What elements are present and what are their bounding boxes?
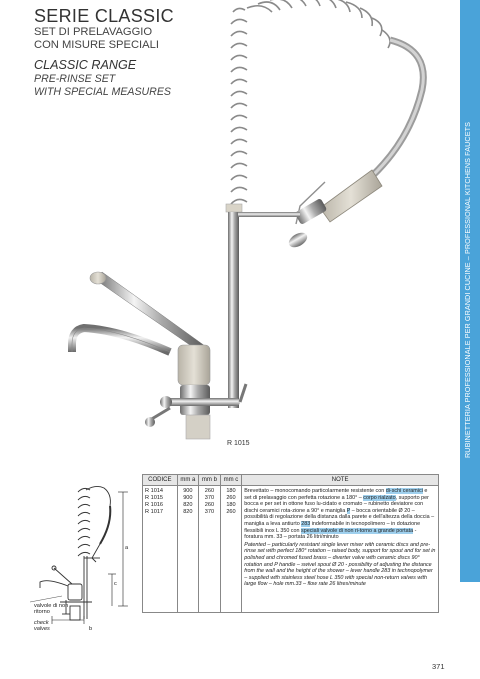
col-header-mm-c: mm c bbox=[220, 475, 242, 486]
col-header-code: CODICE bbox=[143, 475, 178, 486]
code-value: R 1015 bbox=[145, 495, 164, 501]
mm-c-value: 180 bbox=[226, 502, 236, 508]
code-value: R 1016 bbox=[145, 502, 164, 508]
mm-b-cell bbox=[199, 486, 221, 613]
sidebar-label: RUBINETTERIA PROFESSIONALE PER GRANDI CUCINE – PROFESSIONAL KITCHENS FAUCETS bbox=[463, 121, 472, 459]
note-highlight: P bbox=[346, 507, 351, 514]
mm-a-value: 900 bbox=[183, 488, 193, 494]
mm-c-value: 260 bbox=[226, 509, 236, 515]
spec-table bbox=[142, 474, 439, 613]
mm-a-cell bbox=[177, 486, 199, 613]
note-it-text: – bocca orientabile Ø 20 – possibilità di regolazione della distanza dalla parete e dell'altezza della doccia – maniglia a leva antiurto bbox=[244, 507, 435, 527]
mm-a-value: 820 bbox=[183, 502, 193, 508]
subtitle-it-line-2: CON MISURE SPECIALI bbox=[34, 39, 159, 51]
code-value: R 1017 bbox=[145, 509, 164, 515]
subtitle-it-line-1: SET DI PRELAVAGGIO bbox=[34, 26, 153, 38]
note-it-text: - foratura mm. 33 – portata 26 litri/minuto bbox=[244, 527, 417, 541]
note-it-text: Brevettato – monocomando particolarmente resistente con bbox=[244, 488, 386, 494]
col-header-note: NOTE bbox=[242, 475, 439, 486]
note-it-text: indeformabile in tecnopolimero – in dotazione flessibili inox L 350 con bbox=[244, 520, 421, 534]
dimension-c-label: c bbox=[114, 581, 117, 587]
table-header-row bbox=[143, 475, 439, 486]
mm-b-value: 370 bbox=[204, 509, 215, 515]
subtitle-en-line-2: WITH SPECIAL MEASURES bbox=[34, 86, 171, 98]
mm-b-value: 260 bbox=[204, 502, 215, 508]
note-it-text: , supporto per bocca e per set in ottone fuso lu-cidato e cromato – rubinetto deviatore con dischi ceramici rota-zione a 90° e maniglia bbox=[244, 494, 429, 514]
dimension-b-label: b bbox=[89, 626, 93, 632]
note-highlight: corpo rialzato bbox=[363, 494, 396, 501]
subtitle-en-line-1: PRE-RINSE SET bbox=[34, 73, 116, 85]
mm-a-value: 900 bbox=[183, 495, 193, 501]
mm-c-value: 260 bbox=[226, 495, 236, 501]
note-highlight: di-schi ceramici bbox=[385, 488, 423, 494]
check-valves-label-it: valvole di non ritorno bbox=[34, 603, 69, 616]
note-highlight: 283 bbox=[301, 520, 311, 527]
title-en: CLASSIC RANGE bbox=[34, 58, 137, 72]
mm-b-value: 260 bbox=[204, 488, 215, 494]
col-header-mm-a: mm a bbox=[177, 475, 199, 486]
mm-a-value: 820 bbox=[183, 509, 193, 515]
mm-b-value: 370 bbox=[204, 495, 215, 501]
code-value: R 1014 bbox=[145, 488, 164, 494]
mm-c-cell bbox=[220, 486, 242, 613]
mm-c-value: 180 bbox=[226, 488, 236, 494]
page-title: SERIE CLASSIC bbox=[34, 6, 174, 26]
notes-cell bbox=[242, 486, 439, 613]
table-row bbox=[143, 486, 439, 613]
spring-coil bbox=[231, 0, 390, 204]
check-valves-label-en: check valves bbox=[34, 620, 50, 633]
note-en-text: Patented – particularly resistant single lever mixer with ceramic discs and pre-rinse set with perfect 180° rotation – raised body, support for spout and for set in polished and chromed fused brass – diverter valve with ceramic discs 90° rotation and P handle – swivel spout Ø 20 - possibility of adjusting the distance from the wall and the height of the shower – lever handle 283 in technopolymer – supplied with stainless steel hose L 350 with special non-return valves with large flow – hole mm.33 – flow rate 26 litres/minute bbox=[244, 541, 436, 588]
codes-cell bbox=[143, 486, 178, 613]
dimension-a-label: a bbox=[125, 545, 129, 551]
product-caption: R 1015 bbox=[227, 440, 250, 447]
note-it-text: e set di prelavaggio con perfetta rotazione a 180° – bbox=[244, 488, 428, 501]
col-header-mm-b: mm b bbox=[199, 475, 221, 486]
page-number: 371 bbox=[432, 662, 445, 671]
note-highlight: speciali valvole di non ri-torno a grande portata bbox=[301, 527, 414, 534]
